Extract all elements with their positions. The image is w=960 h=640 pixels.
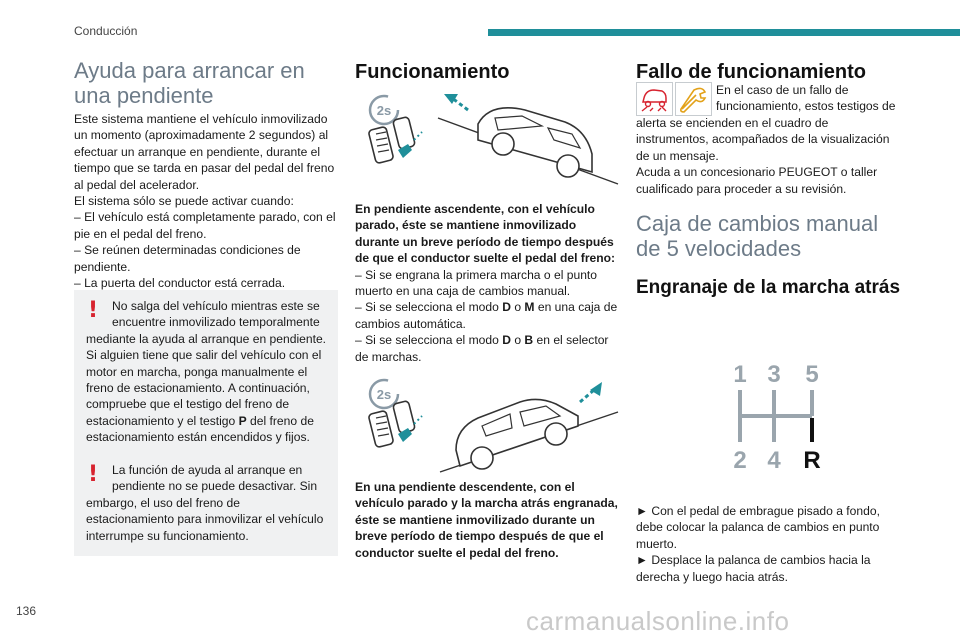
section-label: Conducción [74, 24, 138, 38]
reverse-step: ► Desplace la palanca de cambios hacia la derecha y luego hacia atrás. [636, 553, 871, 584]
pedals-icon [368, 117, 422, 164]
warning2-rest: embargo, el uso del freno de estacionamiento para inmovilizar el vehículo interrumpe su funcionamiento. [86, 495, 324, 543]
warning-icon: ! [88, 462, 99, 487]
uphill-body [355, 201, 621, 365]
timer-label: 2s [376, 387, 392, 402]
downhill-condition: En una pendiente descendente, con el vehículo parado y la marcha atrás engranada, éste se mantiene inmovilizado durante un breve período de tiempo después de que el conductor suelte el pedal del freno. [355, 480, 618, 560]
uphill-item: – Si se engrana la primera marcha o el punto muerto en una caja de cambios manual. [355, 267, 598, 299]
car-downhill-icon [440, 399, 618, 472]
operation-title: Funcionamiento [355, 61, 510, 83]
fault-text-first: En el caso de un fallo de funcionamiento, estos testigos de [716, 83, 896, 114]
reverse-gear-title: Engranaje de la marcha atrás [636, 277, 901, 298]
warning1-rest: mediante la ayuda al arranque en pendiente. Si alguien tiene que salir del vehículo con el motor en marcha, ponga manualmente el freno de estacionamiento. A continuación, compruebe que el testigo del freno de estacionamiento y el testigo [86, 331, 327, 428]
gearbox-title: Caja de cambios manual de 5 velocidades [636, 211, 879, 261]
gear-label: 1 [733, 361, 747, 388]
gear-label-reverse: R [803, 447, 821, 470]
reverse-step: ► Con el pedal de embrague pisado a fondo, debe colocar la palanca de cambios en punto muerto. [636, 504, 880, 551]
gear-label: 4 [767, 447, 781, 470]
header-accent-bar [488, 29, 960, 36]
watermark: carmanualsonline.info [526, 606, 790, 636]
hill-start-body [74, 111, 338, 291]
warning-icon: ! [88, 298, 99, 323]
hill-start-title: Ayuda para arrancar en una pendiente [74, 58, 305, 108]
uphill-illustration [360, 88, 622, 190]
activation-intro: El sistema sólo se puede activar cuando: [74, 194, 294, 209]
activation-item: – El vehículo está completamente parado, con el pie en el pedal del freno. [74, 210, 336, 241]
page-number: 136 [16, 604, 37, 618]
activation-item: – Se reúnen determinadas condiciones de pendiente. [74, 243, 301, 274]
reverse-steps [636, 503, 901, 585]
timer-2s-icon [370, 380, 398, 408]
gear-shift-pattern [728, 360, 828, 470]
arrow-downhill-icon [580, 382, 602, 402]
gear-label: 5 [805, 361, 819, 388]
warning-box-exit-vehicle [74, 290, 338, 460]
timer-2s-icon [370, 96, 398, 124]
warning1-first: No salga del vehículo mientras este se encuentre inmovilizado temporalmente [112, 299, 320, 330]
warning-lamps [636, 82, 712, 116]
fault-text-rest: alerta se encienden en el cuadro de instrumentos, acompañados de la visualización de un mensaje. [636, 116, 890, 163]
fault-body [636, 115, 901, 197]
uphill-item: – Si se selecciona el modo D o B en el selector de marchas. [355, 333, 609, 364]
warning1-bold-p: P [238, 413, 247, 428]
gear-label: 3 [767, 361, 781, 388]
uphill-condition: En pendiente ascendente, con el vehículo parado, éste se mantiene inmovilizado durante un breve período de tiempo después de que el conductor suelte el pedal del freno: [355, 202, 616, 266]
warning1-end: del freno de estacionamiento están encendidos y fijos. [86, 413, 314, 445]
arrow-uphill-icon [444, 94, 468, 110]
fault-text-service: Acuda a un concesionario PEUGEOT o taller cualificado para proceder a su revisión. [636, 165, 878, 196]
timer-label: 2s [376, 103, 392, 118]
car-uphill-icon [438, 108, 618, 184]
activation-item: – La puerta del conductor está cerrada. [74, 276, 286, 291]
downhill-illustration [360, 372, 622, 474]
uphill-item: – Si se selecciona el modo D o M en una caja de cambios automática. [355, 300, 618, 331]
warning-box-no-deactivate [74, 454, 338, 556]
hill-start-intro: Este sistema mantiene el vehículo inmovilizado un momento (aproximadamente 2 segundos) al efectuar un arranque en pendiente, durante el tiempo que se tarda en pasar del pedal del freno al pedal del acelerador. [74, 112, 335, 192]
gear-label: 2 [733, 447, 747, 470]
pedals-icon [368, 401, 422, 448]
warning2-first: La función de ayuda al arranque en pendiente no se puede desactivar. Sin [112, 463, 318, 494]
fault-title: Fallo de funcionamiento [636, 61, 867, 83]
